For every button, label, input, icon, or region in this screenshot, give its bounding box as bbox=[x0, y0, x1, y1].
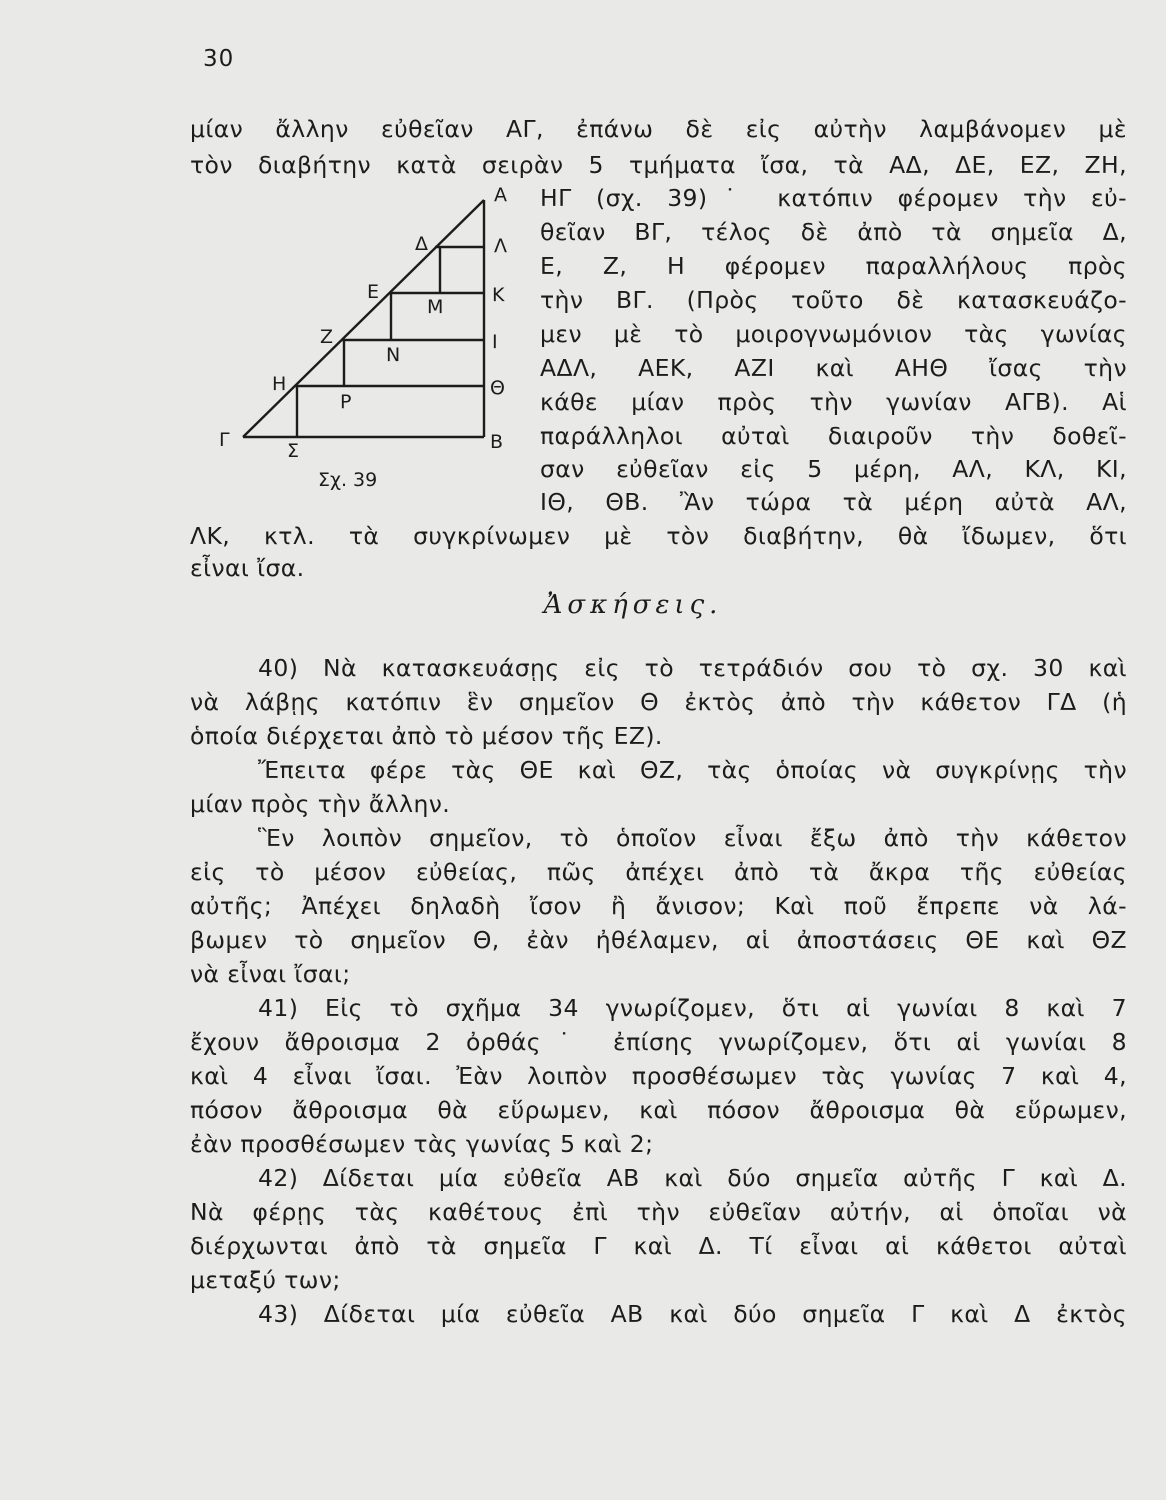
text-line: αὐτῆς; Ἀπέχει δηλαδὴ ἴσον ἢ ἄνισον; Καὶ ποῦ ἔπρεπε νὰ λά- bbox=[190, 892, 1127, 920]
label-h: Η bbox=[272, 373, 287, 395]
text-line: ἔχουν ἄθροισμα 2 ὀρθάς˙ ἐπίσης γνωρίζομεν, ὅτι αἱ γωνίαι 8 bbox=[190, 1028, 1127, 1056]
text-line: 41) Εἰς τὸ σχῆμα 34 γνωρίζομεν, ὅτι αἱ γωνίαι 8 καὶ 7 bbox=[258, 994, 1127, 1022]
label-b: Β bbox=[490, 431, 504, 453]
text-line: θεῖαν ΒΓ, τέλος δὲ ἀπὸ τὰ σημεῖα Δ, bbox=[540, 218, 1127, 246]
text-line: ΛΚ, κτλ. τὰ συγκρίνωμεν μὲ τὸν διαβήτην, θὰ ἴδωμεν, ὅτι bbox=[190, 522, 1127, 550]
text-line: εἶναι ἴσα. bbox=[190, 554, 305, 582]
figure-caption: Σχ. 39 bbox=[318, 469, 378, 491]
section-title: Ἀσκήσεις. bbox=[543, 590, 723, 620]
label-g: Γ bbox=[219, 429, 230, 451]
text-line: πόσον ἄθροισμα θὰ εὕρωμεν, καὶ πόσον ἄθροισμα θὰ εὕρωμεν, bbox=[190, 1096, 1127, 1124]
text-line: 42) Δίδεται μία εὐθεῖα ΑΒ καὶ δύο σημεῖα αὐτῆς Γ καὶ Δ. bbox=[258, 1164, 1127, 1192]
text-line: 43) Δίδεται μία εὐθεῖα ΑΒ καὶ δύο σημεῖα Γ καὶ Δ ἐκτὸς bbox=[258, 1300, 1127, 1328]
text-line: μεταξύ των; bbox=[190, 1266, 341, 1294]
label-n: Ν bbox=[386, 344, 401, 366]
text-line: ΗΓ (σχ. 39)˙ κατόπιν φέρομεν τὴν εὐ- bbox=[540, 184, 1127, 212]
text-line: ΑΔΛ, ΑΕΚ, ΑΖΙ καὶ ΑΗΘ ἴσας τὴν bbox=[540, 354, 1127, 382]
text-line: βωμεν τὸ σημεῖον Θ, ἐὰν ἠθέλαμεν, αἱ ἀποστάσεις ΘΕ καὶ ΘΖ bbox=[190, 926, 1127, 954]
text-line: ΙΘ, ΘΒ. Ἂν τώρα τὰ μέρη αὐτὰ ΑΛ, bbox=[540, 488, 1127, 516]
label-d: Δ bbox=[415, 233, 428, 255]
page-number: 30 bbox=[203, 46, 235, 72]
hypotenuse-line bbox=[243, 200, 484, 437]
text-line: παράλληλοι αὐταὶ διαιροῦν τὴν δοθεῖ- bbox=[540, 422, 1127, 450]
label-th: Θ bbox=[490, 377, 505, 399]
text-line: 40) Νὰ κατασκευάσῃς εἰς τὸ τετράδιόν σου τὸ σχ. 30 καὶ bbox=[258, 654, 1127, 682]
text-line: Ἔπειτα φέρε τὰς ΘΕ καὶ ΘΖ, τὰς ὁποίας νὰ συγκρίνῃς τὴν bbox=[258, 756, 1127, 784]
text-line: νὰ λάβῃς κατόπιν ἓν σημεῖον Θ ἐκτὸς ἀπὸ τὴν κάθετον ΓΔ (ἡ bbox=[190, 688, 1127, 716]
label-k: Κ bbox=[492, 284, 505, 306]
text-line: Νὰ φέρῃς τὰς καθέτους ἐπὶ τὴν εὐθεῖαν αὐτήν, αἱ ὁποῖαι νὰ bbox=[190, 1198, 1127, 1226]
text-line: ὁποία διέρχεται ἀπὸ τὸ μέσον τῆς ΕΖ). bbox=[190, 722, 663, 750]
text-line: νὰ εἶναι ἴσαι; bbox=[190, 960, 351, 988]
text-line: Ε, Ζ, Η φέρομεν παραλλήλους πρὸς bbox=[540, 252, 1127, 280]
label-z: Ζ bbox=[320, 326, 334, 348]
text-line: Ἓν λοιπὸν σημεῖον, τὸ ὁποῖον εἶναι ἔξω ἀπὸ τὴν κάθετον bbox=[258, 824, 1127, 852]
label-e: Ε bbox=[367, 281, 380, 303]
text-line: σαν εὐθεῖαν εἰς 5 μέρη, ΑΛ, ΚΛ, ΚΙ, bbox=[540, 455, 1127, 483]
text-line: μεν μὲ τὸ μοιρογνωμόνιον τὰς γωνίας bbox=[540, 320, 1127, 348]
text-line: τὸν διαβήτην κατὰ σειρὰν 5 τμήματα ἴσα, τὰ ΑΔ, ΔΕ, ΕΖ, ΖΗ, bbox=[190, 151, 1127, 179]
text-line: μίαν πρὸς τὴν ἄλλην. bbox=[190, 790, 451, 818]
label-p: Ρ bbox=[340, 391, 352, 413]
text-line: καὶ 4 εἶναι ἴσαι. Ἐὰν λοιπὸν προσθέσωμεν τὰς γωνίας 7 καὶ 4, bbox=[190, 1062, 1127, 1090]
label-a: Α bbox=[494, 184, 507, 206]
label-l: Λ bbox=[494, 235, 507, 257]
text-line: ἐὰν προσθέσωμεν τὰς γωνίας 5 καὶ 2; bbox=[190, 1130, 654, 1158]
label-s: Σ bbox=[287, 440, 300, 462]
text-line: μίαν ἄλλην εὐθεῖαν ΑΓ, ἐπάνω δὲ εἰς αὐτὴν λαμβάνομεν μὲ bbox=[190, 115, 1127, 143]
text-line: διέρχωνται ἀπὸ τὰ σημεῖα Γ καὶ Δ. Τί εἶναι αἱ κάθετοι αὐταὶ bbox=[190, 1232, 1127, 1260]
label-i: Ι bbox=[492, 331, 498, 353]
text-line: εἰς τὸ μέσον εὐθείας, πῶς ἀπέχει ἀπὸ τὰ ἄκρα τῆς εὐθείας bbox=[190, 858, 1127, 886]
label-m: Μ bbox=[427, 296, 444, 318]
text-line: κάθε μίαν πρὸς τὴν γωνίαν ΑΓΒ). Αἱ bbox=[540, 388, 1127, 416]
text-line: τὴν ΒΓ. (Πρὸς τοῦτο δὲ κατασκευάζο- bbox=[540, 286, 1127, 314]
